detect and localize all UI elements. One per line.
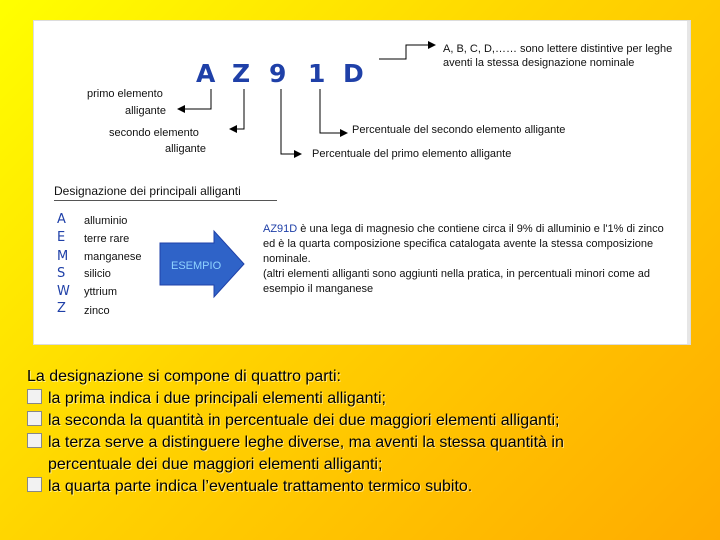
connector-letters-note — [379, 45, 434, 59]
example-note: (altri elementi alliganti sono aggiunti nella pratica, in percentuali minori come ad esempio il manganese — [263, 268, 651, 295]
example-text — [263, 222, 673, 297]
alloy-name-w: yttrium — [84, 286, 117, 298]
example-arrow-label: ESEMPIO — [171, 260, 222, 272]
label-pct-second: Percentuale del secondo elemento alligante — [352, 124, 566, 136]
checkbox-bullet-icon — [27, 411, 42, 426]
label-pct-first: Percentuale del primo elemento alligante — [312, 148, 512, 160]
connector-pct-second — [320, 89, 346, 133]
alloy-symbol-z: Z — [57, 301, 66, 316]
code-letter-z: Z — [232, 59, 251, 88]
code-letter-d: D — [343, 59, 364, 88]
connector-pct-first — [281, 89, 300, 154]
alloy-name-a: alluminio — [84, 215, 128, 227]
summary-point-3-continued: percentuale dei due maggiori elementi alliganti; — [48, 456, 383, 473]
diagram-panel — [33, 20, 691, 345]
connector-first-element — [179, 89, 211, 109]
example-description: è una lega di magnesio che contiene circa il 9% di alluminio e l'1% di zinco ed è la quarta composizione specifica catalogata avente la stessa composizione nominale. — [263, 223, 664, 265]
letters-note: A, B, C, D,…… sono lettere distintive per leghe aventi la stessa designazione nominale — [443, 43, 673, 69]
alloy-symbol-e: E — [57, 230, 66, 245]
label-second-element-1: secondo elemento — [109, 127, 199, 139]
summary-block — [27, 366, 697, 498]
summary-point-4: la quarta parte indica l’eventuale trattamento termico subito. — [27, 476, 697, 498]
summary-point-1: la prima indica i due principali elementi alliganti; — [27, 388, 697, 410]
label-first-element-1: primo elemento — [87, 88, 163, 100]
connector-second-element — [231, 89, 244, 129]
alloy-name-e: terre rare — [84, 233, 130, 245]
alloy-symbol-a: A — [57, 212, 66, 227]
summary-point-2: la seconda la quantità in percentuale dei due maggiori elementi alliganti; — [27, 410, 697, 432]
label-first-element-2: alligante — [125, 105, 166, 117]
code-letter-1: 1 — [308, 59, 326, 88]
alloy-symbol-s: S — [57, 266, 66, 281]
alloy-symbol-m: M — [57, 249, 69, 264]
label-second-element-2: alligante — [165, 143, 206, 155]
alloying-title-rule — [54, 200, 277, 201]
code-letter-9: 9 — [269, 59, 287, 88]
checkbox-bullet-icon — [27, 389, 42, 404]
checkbox-bullet-icon — [27, 477, 42, 492]
example-code: AZ91D — [263, 223, 298, 235]
summary-intro: La designazione si compone di quattro parti: — [27, 368, 341, 385]
checkbox-bullet-icon — [27, 433, 42, 448]
alloy-name-m: manganese — [84, 251, 142, 263]
alloying-title: Designazione dei principali alliganti — [54, 184, 241, 198]
alloy-name-s: silicio — [84, 268, 111, 280]
code-letter-a: A — [196, 59, 216, 88]
summary-point-3: la terza serve a distinguere leghe diverse, ma aventi la stessa quantità in — [27, 432, 697, 454]
alloy-name-z: zinco — [84, 305, 110, 317]
alloy-symbol-w: W — [57, 284, 70, 299]
